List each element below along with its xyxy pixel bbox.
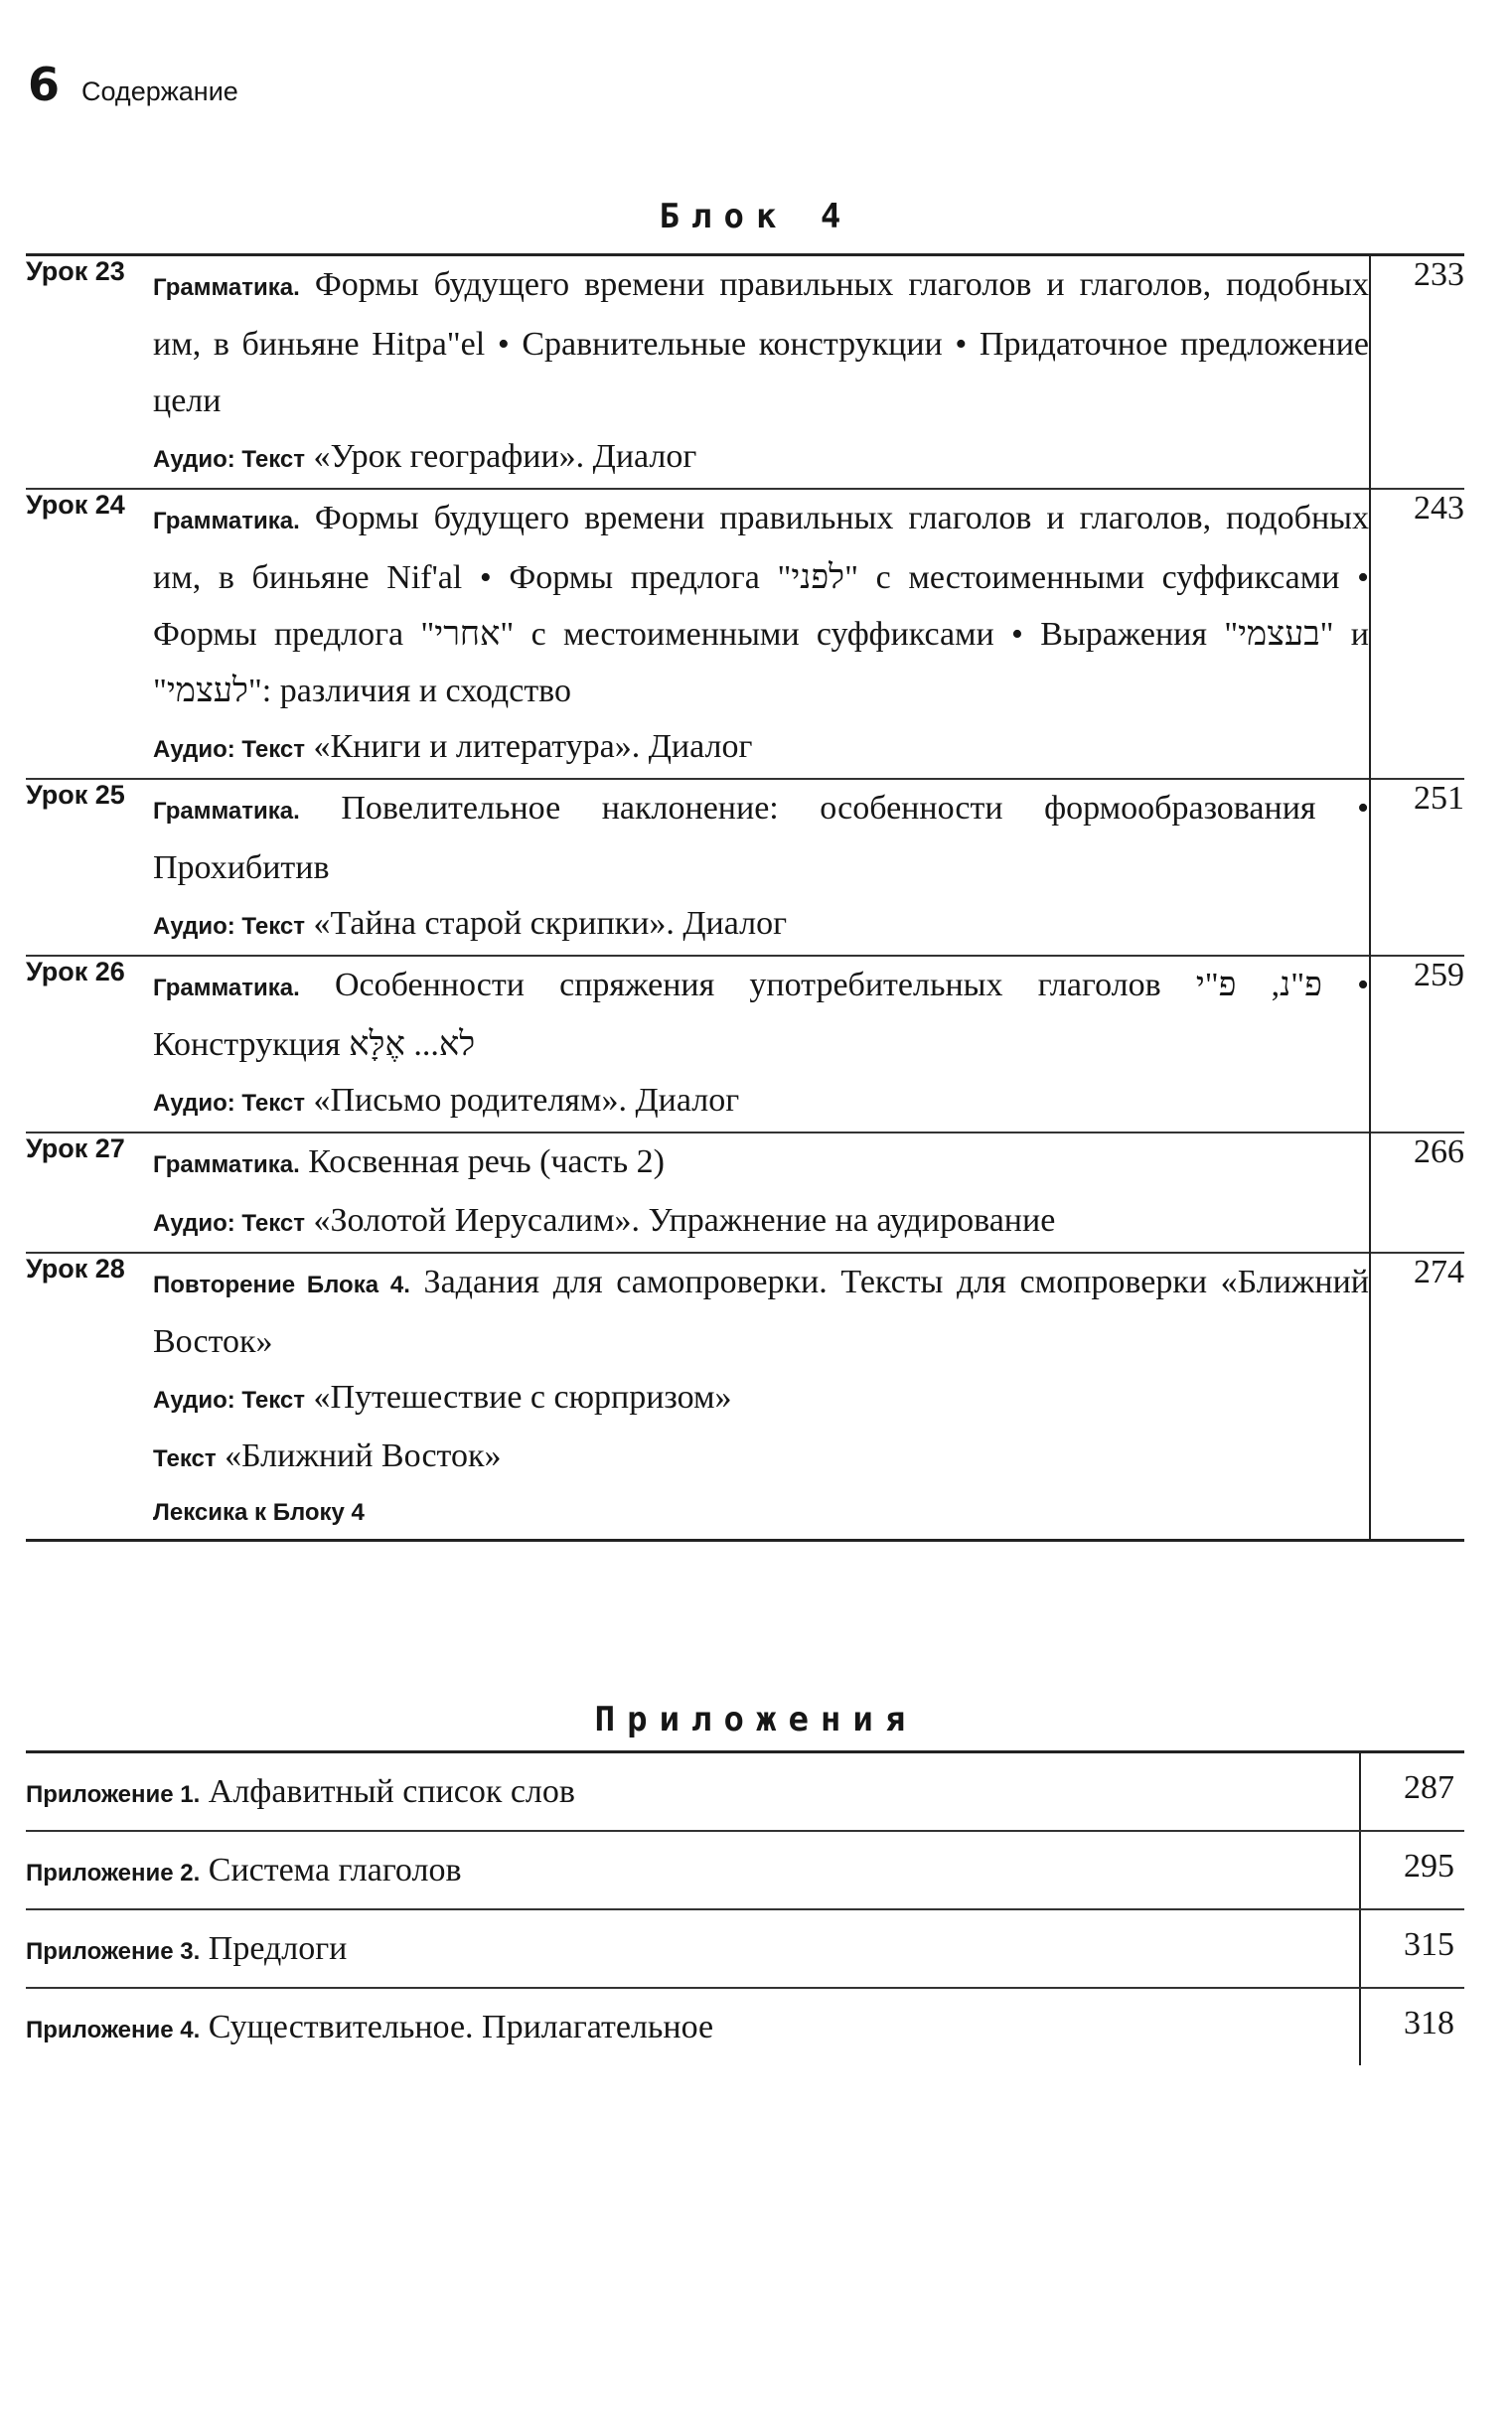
audio-label: Аудио: Текст <box>153 1210 305 1237</box>
lesson-label: Урок 25 <box>26 780 125 810</box>
text-line <box>153 1429 1369 1487</box>
lexicon-line: Лексика к Блоку 4 <box>153 1499 365 1526</box>
page-ref: 259 <box>1370 956 1464 1133</box>
toc-row-lesson-23 <box>26 255 1464 490</box>
page-ref: 295 <box>1360 1831 1464 1909</box>
audio-text: «Письмо родителям». Диалог <box>313 1082 740 1119</box>
page-number: 6 <box>28 58 61 111</box>
audio-text: «Золотой Иерусалим». Упражнение на аудирование <box>313 1202 1056 1239</box>
grammar-topics <box>153 780 1369 896</box>
text-label: Текст <box>153 1445 217 1472</box>
audio-label: Аудио: Текст <box>153 446 305 473</box>
toc-row-lesson-27 <box>26 1133 1464 1253</box>
lessons-table <box>26 253 1464 1542</box>
grammar-topics <box>153 490 1369 719</box>
appendix-title-text: Предлоги <box>208 1930 348 1967</box>
appendices-table <box>26 1750 1464 2065</box>
section-label: Грамматика. <box>153 274 300 301</box>
page-ref: 315 <box>1360 1909 1464 1988</box>
audio-label: Аудио: Текст <box>153 913 305 940</box>
appendix-label: Приложение 2. <box>26 1860 201 1887</box>
block-title: Блок 4 <box>659 197 853 236</box>
grammar-topics <box>153 256 1369 429</box>
toc-row-lesson-25 <box>26 779 1464 956</box>
appendix-title-text: Существительное. Прилагательное <box>208 2009 714 2045</box>
section-label: Грамматика. <box>153 975 300 1001</box>
appendix-label: Приложение 3. <box>26 1938 201 1965</box>
appendix-title-text: Алфавитный список слов <box>208 1773 575 1810</box>
audio-text: «Путешествие с сюрпризом» <box>313 1379 732 1416</box>
lesson-label: Урок 28 <box>26 1254 125 1284</box>
lesson-label: Урок 23 <box>26 256 125 286</box>
grammar-text: Косвенная речь (часть 2) <box>308 1143 665 1180</box>
toc-row-lesson-28 <box>26 1253 1464 1541</box>
toc-row-appendix-3 <box>26 1909 1464 1988</box>
page-header <box>28 58 238 111</box>
grammar-text: Формы будущего времени правильных глаголов и глаголов, подобных им, в биньяне Nif'al • Формы предлога "לפני" с местоименными суффиксами • Формы предлога "אחרי" с местоименными суффиксами • Выражения "בעצמי" и "לעצמי": различия и сходство <box>153 500 1370 709</box>
audio-text: «Урок географии». Диалог <box>313 438 697 475</box>
page-ref: 233 <box>1370 255 1464 490</box>
lesson-label: Урок 24 <box>26 490 125 520</box>
page-ref: 287 <box>1360 1752 1464 1832</box>
appendix-label: Приложение 4. <box>26 2017 201 2043</box>
grammar-topics <box>153 1254 1369 1370</box>
audio-line <box>153 1370 1369 1429</box>
audio-label: Аудио: Текст <box>153 1090 305 1117</box>
appendix-label: Приложение 1. <box>26 1781 201 1808</box>
section-label: Грамматика. <box>153 1151 300 1178</box>
toc-row-appendix-2 <box>26 1831 1464 1909</box>
audio-line <box>153 896 1369 955</box>
audio-text: «Тайна старой скрипки». Диалог <box>313 905 788 942</box>
page-ref: 243 <box>1370 489 1464 779</box>
audio-line <box>153 1073 1369 1132</box>
toc-row-appendix-1 <box>26 1752 1464 1832</box>
audio-line <box>153 429 1369 488</box>
grammar-topics <box>153 957 1369 1073</box>
grammar-topics <box>153 1133 1369 1193</box>
grammar-text: Особенности спряжения употребительных глаголов פ"נ, פ"י • Конструкция לא... אֶלָּא <box>153 967 1370 1063</box>
page-ref: 318 <box>1360 1988 1464 2065</box>
lesson-label: Урок 26 <box>26 957 125 986</box>
audio-line <box>153 719 1369 778</box>
grammar-text: Формы будущего времени правильных глаголов и глаголов, подобных им, в биньяне Hitpa"el • Сравнительные конструкции • Придаточное предложение цели <box>153 266 1369 419</box>
toc-row-appendix-4 <box>26 1988 1464 2065</box>
section-label: Грамматика. <box>153 508 300 534</box>
section-label: Повторение Блока 4. <box>153 1272 410 1298</box>
text-title: «Ближний Восток» <box>225 1437 502 1474</box>
audio-label: Аудио: Текст <box>153 736 305 763</box>
running-head: Содержание <box>81 76 238 106</box>
appendix-title-text: Система глаголов <box>208 1852 462 1888</box>
audio-text: «Книги и литература». Диалог <box>313 728 753 765</box>
page-ref: 274 <box>1370 1253 1464 1541</box>
page-ref: 266 <box>1370 1133 1464 1253</box>
toc-row-lesson-24 <box>26 489 1464 779</box>
audio-line <box>153 1193 1369 1252</box>
audio-label: Аудио: Текст <box>153 1387 305 1414</box>
page-ref: 251 <box>1370 779 1464 956</box>
appendices-title: Приложения <box>594 1700 918 1739</box>
lesson-label: Урок 27 <box>26 1133 125 1163</box>
section-label: Грамматика. <box>153 798 300 825</box>
grammar-text: Задания для самопроверки. Тексты для смопроверки «Ближний Восток» <box>153 1264 1369 1360</box>
toc-row-lesson-26 <box>26 956 1464 1133</box>
grammar-text: Повелительное наклонение: особенности формообразования • Прохибитив <box>153 790 1370 886</box>
